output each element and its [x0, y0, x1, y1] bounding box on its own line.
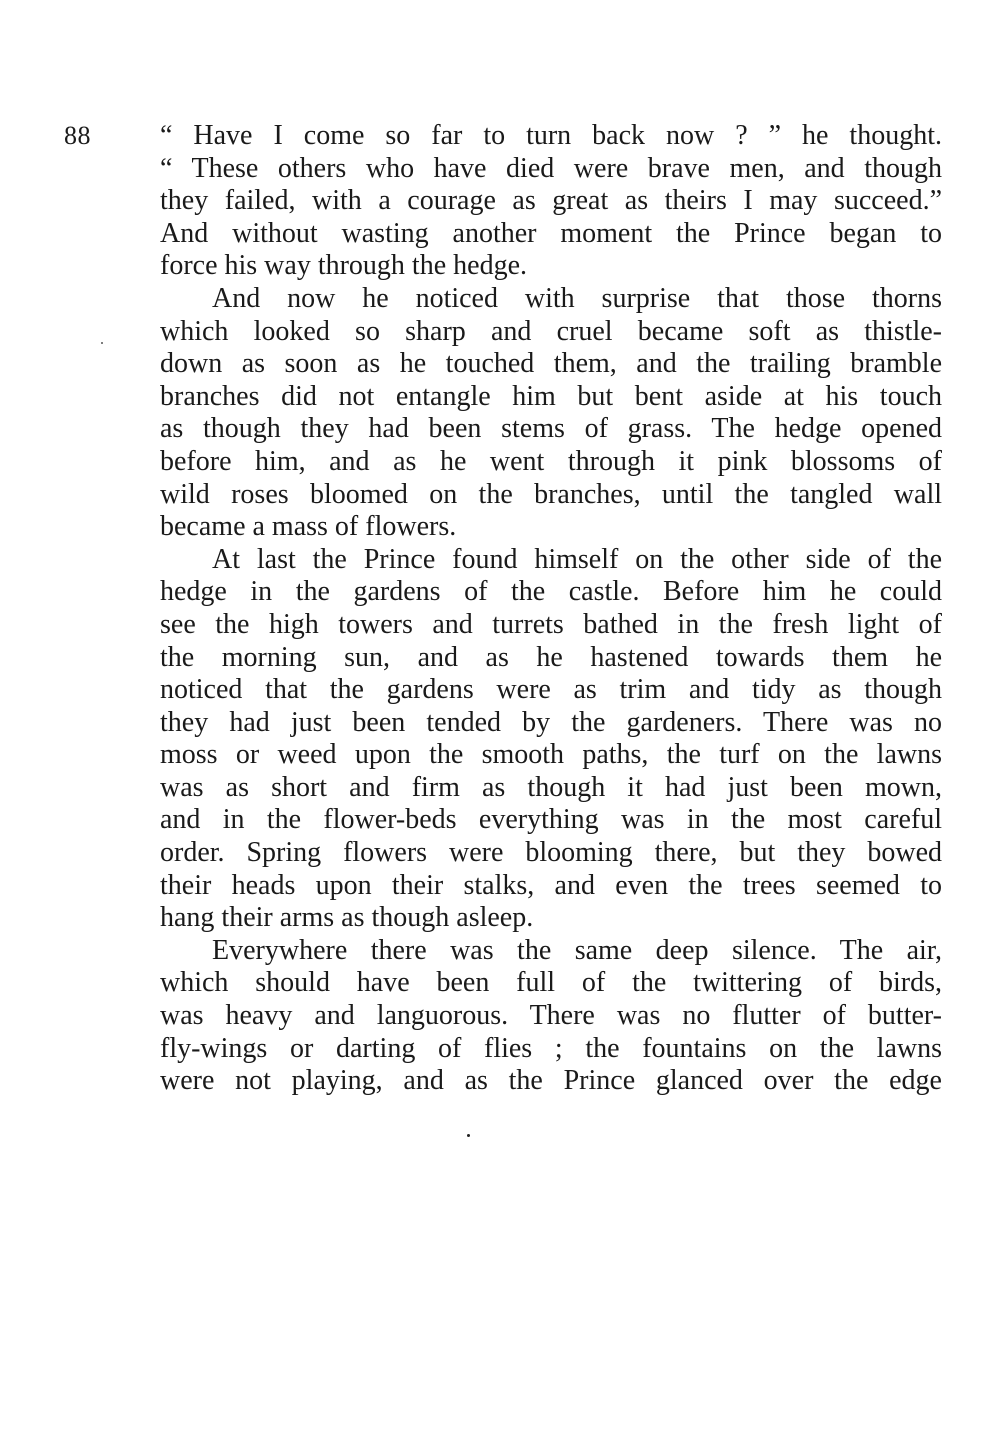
text-line: And without wasting another moment the Prince began to: [160, 217, 942, 249]
text-line: hedge in the gardens of the castle. Before him he could: [160, 576, 942, 608]
text-line: see the high towers and turrets bathed in the fresh light of: [160, 608, 942, 640]
text-line: wild roses bloomed on the branches, until the tangled wall: [160, 478, 942, 510]
text-line: before him, and as he went through it pink blossoms of: [160, 445, 942, 477]
text-line: and in the flower-beds everything was in the most careful: [160, 804, 942, 836]
text-line: the morning sun, and as he hastened towards them he: [160, 641, 942, 673]
paragraph-2: [160, 283, 942, 544]
page-number: 88: [64, 121, 91, 150]
text-line: branches did not entangle him but bent aside at his touch: [160, 380, 942, 412]
text-line: their heads upon their stalks, and even the trees seemed to: [160, 869, 942, 901]
text-line: noticed that the gardens were as trim and tidy as though: [160, 674, 942, 706]
text-line: which should have been full of the twittering of birds,: [160, 967, 942, 999]
margin-mark: [101, 342, 103, 344]
text-line: became a mass of flowers.: [160, 511, 457, 543]
paragraph-4: [160, 935, 942, 1098]
text-line: was as short and firm as though it had just been mown,: [160, 771, 942, 803]
text-line: moss or weed upon the smooth paths, the turf on the lawns: [160, 739, 942, 771]
text-line: force his way through the hedge.: [160, 250, 527, 282]
paragraph-1: [160, 120, 942, 283]
body-text: [160, 120, 942, 1098]
text-line: were not playing, and as the Prince glanced over the edge: [160, 1065, 942, 1097]
text-line: they had just been tended by the gardeners. There was no: [160, 706, 942, 738]
text-line: hang their arms as though asleep.: [160, 902, 534, 934]
text-line: which looked so sharp and cruel became soft as thistle-: [160, 315, 942, 347]
text-line: fly-wings or darting of flies ; the fountains on the lawns: [160, 1032, 942, 1064]
text-line: Everywhere there was the same deep silence. The air,: [212, 934, 942, 966]
text-line: down as soon as he touched them, and the trailing bramble: [160, 348, 942, 380]
text-line: “ These others who have died were brave men, and though: [160, 152, 942, 184]
text-line: “ Have I come so far to turn back now ? ” he thought.: [160, 120, 942, 151]
text-line: they failed, with a courage as great as theirs I may succeed.”: [160, 185, 942, 217]
text-line: At last the Prince found himself on the other side of the: [212, 543, 942, 575]
printer-mark: [467, 1134, 470, 1137]
text-line: as though they had been stems of grass. The hedge opened: [160, 413, 942, 445]
paragraph-3: [160, 544, 942, 935]
text-line: was heavy and languorous. There was no flutter of butter-: [160, 1000, 942, 1032]
text-line: order. Spring flowers were blooming there, but they bowed: [160, 837, 942, 869]
text-line: And now he noticed with surprise that those thorns: [212, 282, 942, 314]
